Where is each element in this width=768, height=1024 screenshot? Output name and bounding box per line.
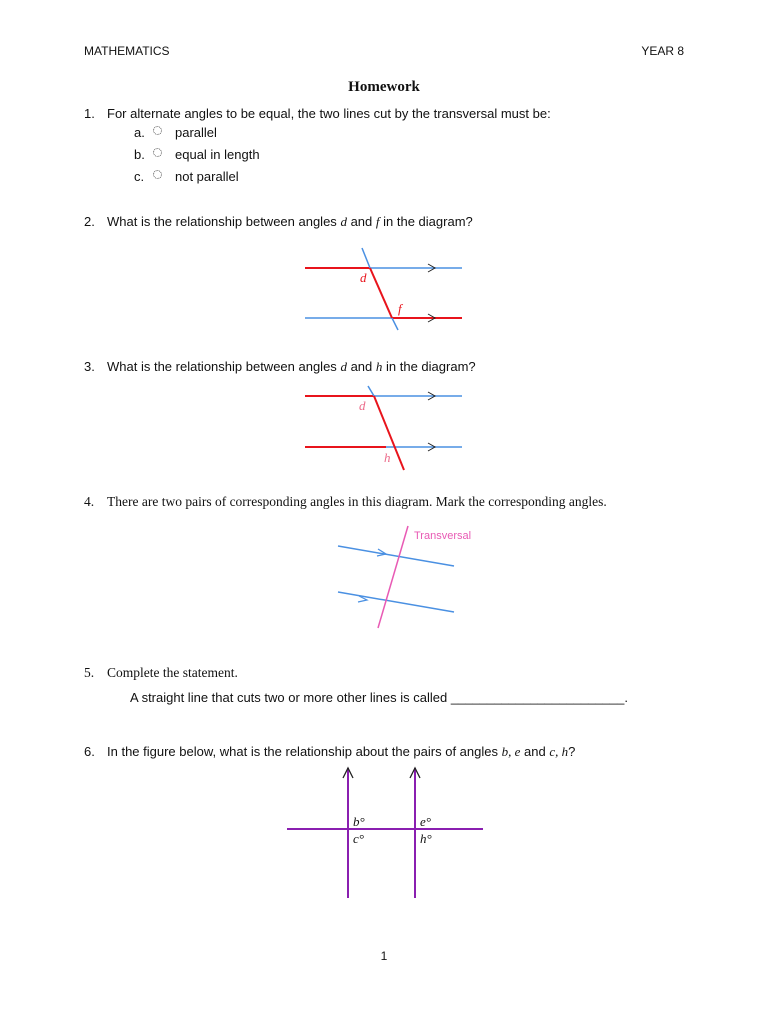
- angle-label-e: e°: [420, 814, 431, 829]
- question-text-part: What is the relationship between angles: [107, 359, 337, 374]
- angle-label-c: c°: [353, 831, 364, 846]
- question-text-part: in the diagram?: [386, 359, 476, 374]
- header-subject: MATHEMATICS: [84, 44, 170, 58]
- option-letter: c.: [134, 169, 145, 184]
- var-h: h: [375, 359, 383, 374]
- question-text: There are two pairs of corresponding angles in this diagram. Mark the corresponding angles.: [107, 494, 607, 509]
- line-bottom: [338, 592, 454, 612]
- option-text: equal in length: [175, 147, 260, 162]
- question-text-part: and: [350, 359, 373, 374]
- question-6: [84, 744, 724, 762]
- page-number: 1: [380, 949, 388, 963]
- diagram-q6: [280, 762, 490, 902]
- question-text: For alternate angles to be equal, the two lines cut by the transversal must be:: [107, 106, 551, 121]
- diagram-q2: [300, 244, 470, 332]
- transversal-blue: [368, 386, 374, 396]
- question-text-part: ?: [568, 744, 576, 759]
- option-c[interactable]: [134, 169, 334, 185]
- question-text-part: What is the relationship between angles: [107, 214, 337, 229]
- header-year: YEAR 8: [641, 44, 684, 58]
- question-number: 3.: [84, 359, 95, 374]
- question-text-part: and: [524, 744, 546, 759]
- question-number: 6.: [84, 744, 95, 759]
- question-text-part: In the figure below, what is the relationship about the pairs of angles: [107, 744, 498, 759]
- question-number: 4.: [84, 494, 95, 509]
- question-text: [107, 744, 575, 760]
- question-2: [84, 214, 704, 232]
- var-c-h: c, h: [549, 744, 569, 759]
- var-f: f: [375, 214, 380, 229]
- diagram-q4: [330, 522, 490, 632]
- var-d: d: [340, 214, 347, 229]
- option-text: parallel: [175, 125, 217, 140]
- question-text-part: in the diagram?: [383, 214, 473, 229]
- question-number: 2.: [84, 214, 95, 229]
- transversal-label: Transversal: [414, 530, 472, 542]
- angle-label-f: f: [398, 301, 402, 316]
- question-number: 5.: [84, 665, 95, 680]
- page-title: Homework: [348, 79, 420, 95]
- radio-icon[interactable]: [153, 126, 162, 135]
- radio-icon[interactable]: [153, 170, 162, 179]
- option-letter: a.: [134, 125, 145, 140]
- angle-label-b: b°: [353, 814, 365, 829]
- angle-label-d: d: [359, 398, 366, 413]
- question-number: 1.: [84, 106, 95, 121]
- question-3: [84, 359, 704, 377]
- var-d: d: [340, 359, 347, 374]
- line-top: [338, 546, 454, 566]
- option-a[interactable]: [134, 125, 334, 141]
- question-text: [107, 359, 476, 375]
- question-4: [84, 494, 724, 512]
- fill-in-statement[interactable]: A straight line that cuts two or more other lines is called ________________________.: [130, 690, 628, 705]
- option-letter: b.: [134, 147, 145, 162]
- transversal-line: [378, 526, 408, 628]
- question-text: Complete the statement.: [107, 665, 238, 680]
- transversal-red: [370, 268, 392, 318]
- angle-label-h: h: [384, 450, 391, 465]
- angle-label-d: d: [360, 270, 367, 285]
- question-5: [84, 665, 704, 683]
- option-b[interactable]: [134, 147, 334, 163]
- question-text: [107, 214, 473, 230]
- question-1: [84, 106, 704, 124]
- option-text: not parallel: [175, 169, 239, 184]
- angle-label-h: h°: [420, 831, 432, 846]
- var-b-e: b, e: [501, 744, 521, 759]
- diagram-q3: [300, 384, 470, 472]
- question-text-part: and: [350, 214, 373, 229]
- radio-icon[interactable]: [153, 148, 162, 157]
- transversal-blue: [362, 248, 370, 268]
- transversal-blue: [392, 318, 398, 330]
